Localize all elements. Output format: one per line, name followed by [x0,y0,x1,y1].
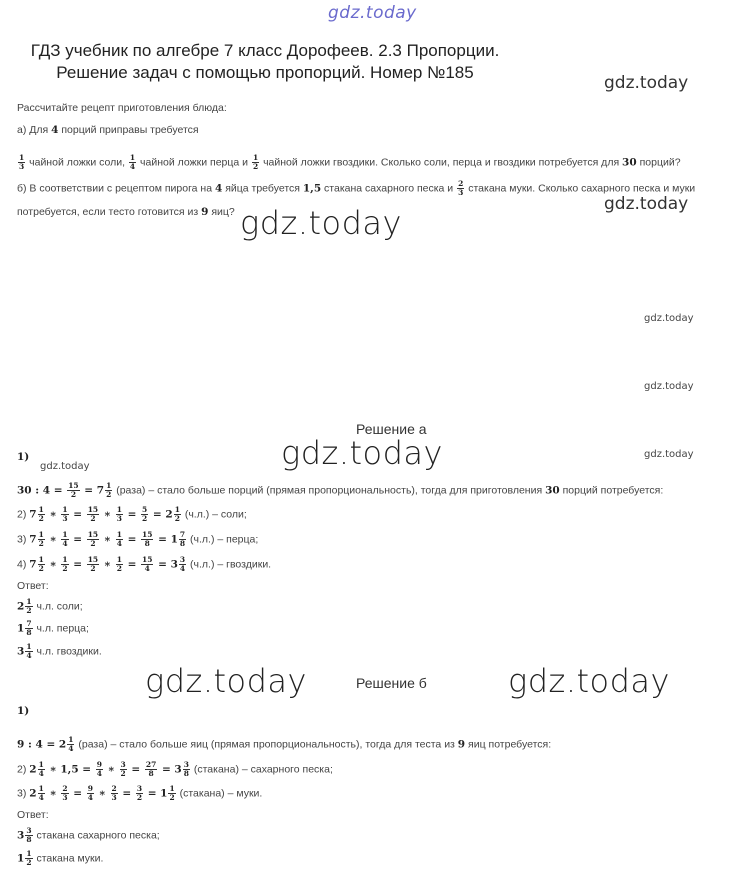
watermark: gdz.today [508,662,670,700]
solution-b-heading: Решение б [356,675,427,691]
solution-a-line4: 4) 7 $\frac{1}{2}$ ∗ $\frac{1}{2}$ = $\frac{15}{2}$ ∗ $\frac{1}{2}$ = $\frac{15}{4}$ = 3 $\frac{3}{4}$ (ч.л.) – гвоздики. [17,555,272,573]
solution-b-answer-label: Ответ: [17,809,49,821]
solution-a-answer-label: Ответ: [17,580,49,592]
page-title [0,40,530,84]
solution-a-line2: 2) 7 $\frac{1}{2}$ ∗ $\frac{1}{3}$ = $\frac{15}{2}$ ∗ $\frac{1}{3}$ = $\frac{5}{2}$ = 2 $\frac{1}{2}$ (ч.л.) – соли; [17,505,247,523]
page-title-line2: Решение задач с помощью пропорций. Номер №185 [56,63,474,82]
page-title-line1: ГДЗ учебник по алгебре 7 класс Дорофеев. 2.3 Пропорции. [30,41,500,60]
task-b-line2: потребуется, если тесто готовится из 9 яиц? [17,206,235,218]
solution-a-answer2: 1 $\frac{7}{8}$ ч.л. перца; [17,619,89,637]
watermark: gdz.today [644,449,694,460]
solution-a-answer3: 3 $\frac{1}{4}$ ч.л. гвоздики. [17,642,102,660]
watermark: gdz.today [644,313,694,324]
task-a-line1: а) Для 4 порций приправы требуется [17,124,199,136]
solution-a-line1: 30 : 4 = $\frac{15}{2}$ = 7 $\frac{1}{2}$ (раза) – стало больше порций (прямая пропорциональность), тогда для приготовления 30 порций потребуется: [17,481,664,499]
watermark: gdz.today [604,194,689,214]
solution-b-answer2: 1 $\frac{1}{2}$ стакана муки. [17,849,104,867]
watermark: gdz.today [281,434,443,472]
watermark: gdz.today [604,73,689,93]
solution-b-line3: 3) 2 $\frac{1}{4}$ ∗ $\frac{2}{3}$ = $\frac{9}{4}$ ∗ $\frac{2}{3}$ = $\frac{3}{2}$ = 1 $\frac{1}{2}$ (стакана) – муки. [17,784,263,802]
solution-a-heading: Решение а [356,421,427,437]
task-b-line1: б) В соответствии с рецептом пирога на 4 яйца требуется 1,5 стакана сахарного песка и $\frac{2}{3}$ стакана муки. Сколько сахарного песка и муки [17,179,696,197]
solution-b-line1: 9 : 4 = 2 $\frac{1}{4}$ (раза) – стало больше яиц (прямая пропорциональность), тогда для теста из 9 яиц потребуется: [17,735,552,753]
solution-a-step1: 1) [17,451,30,463]
solution-a-answer1: 2 $\frac{1}{2}$ ч.л. соли; [17,597,83,615]
solution-b-line2: 2) 2 $\frac{1}{4}$ ∗ 1,5 = $\frac{9}{4}$ ∗ $\frac{3}{2}$ = $\frac{27}{8}$ = 3 $\frac{3}{8}$ (стакана) – сахарного песка; [17,760,333,778]
watermark: gdz.today [40,461,90,472]
watermark-top: gdz.today [328,3,417,23]
task-a-line2: $\frac{1}{3}$ чайной ложки соли, $\frac{1}{4}$ чайной ложки перца и $\frac{1}{2}$ чайной ложки гвоздики. Сколько соли, перца и гвоздики потребуется для 30 порций? [19,153,681,171]
watermark: gdz.today [240,204,402,242]
solution-a-line3: 3) 7 $\frac{1}{2}$ ∗ $\frac{1}{4}$ = $\frac{15}{2}$ ∗ $\frac{1}{4}$ = $\frac{15}{8}$ = 1 $\frac{7}{8}$ (ч.л.) – перца; [17,530,259,548]
watermark: gdz.today [644,381,694,392]
watermark: gdz.today [145,662,307,700]
task-intro: Рассчитайте рецепт приготовления блюда: [17,102,227,114]
solution-b-step1: 1) [17,705,30,717]
solution-b-answer1: 3 $\frac{3}{8}$ стакана сахарного песка; [17,826,160,844]
